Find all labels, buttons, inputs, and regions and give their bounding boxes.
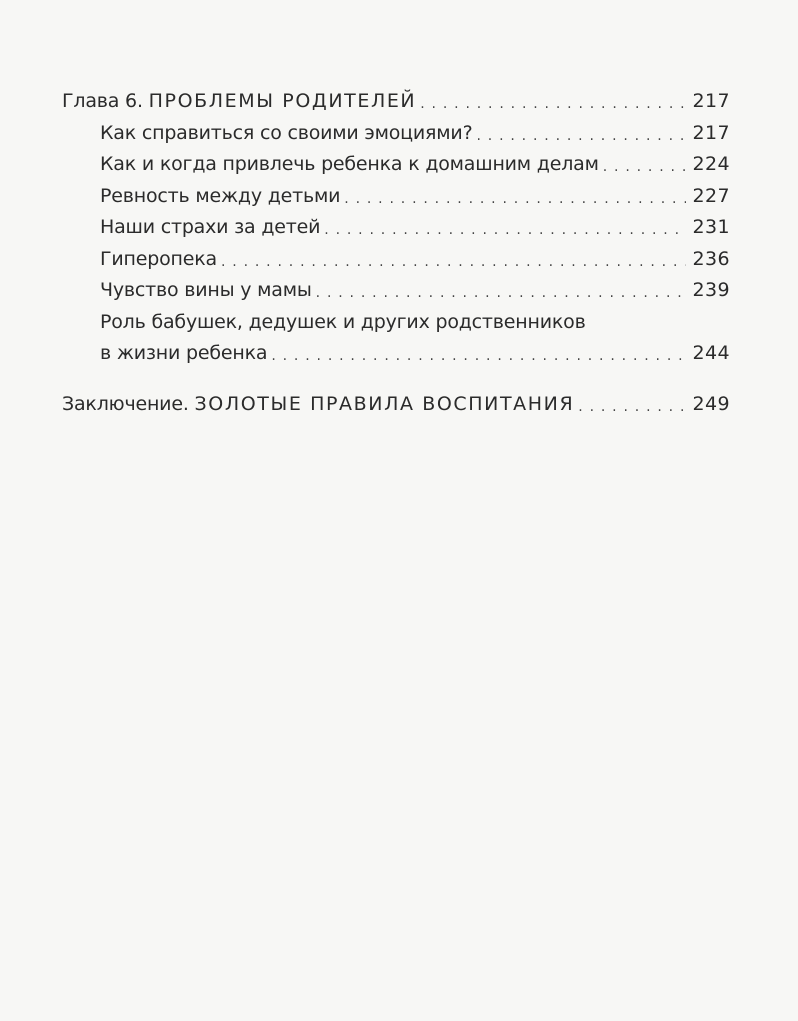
item-title: Чувство вины у мамы	[100, 279, 312, 301]
toc-item-line2	[62, 338, 730, 370]
chapter-prefix: Глава 6.	[62, 90, 143, 112]
page-number: 236	[692, 247, 730, 270]
page-number: 249	[692, 392, 730, 415]
item-title-line2: в жизни ребенка	[100, 342, 268, 364]
page-number: 239	[692, 279, 730, 301]
toc-item	[62, 275, 730, 307]
toc-item	[62, 244, 730, 276]
dot-leader	[221, 245, 686, 267]
item-title: Ревность между детьми	[100, 184, 341, 207]
dot-leader	[316, 276, 686, 298]
item-title: Как справиться со своими эмоциями?	[100, 121, 473, 144]
dot-leader	[344, 182, 686, 204]
page-number: 227	[692, 184, 730, 207]
page-number: 244	[692, 342, 730, 364]
dot-leader	[420, 87, 686, 109]
dot-leader	[603, 150, 686, 172]
conclusion-name: ЗОЛОТЫЕ ПРАВИЛА ВОСПИТАНИЯ	[194, 392, 575, 415]
toc-item	[62, 181, 730, 213]
dot-leader	[578, 390, 686, 412]
conclusion-prefix: Заключение.	[62, 392, 189, 415]
toc-item	[62, 149, 730, 181]
toc-item	[62, 212, 730, 244]
page-number: 231	[692, 216, 730, 238]
page-number: 217	[692, 121, 730, 144]
conclusion-title	[62, 389, 574, 421]
item-title: Наши страхи за детей	[100, 216, 321, 238]
item-title-line1: Роль бабушек, дедушек и других родственников	[100, 310, 586, 333]
item-title: Как и когда привлечь ребенка к домашним делам	[100, 153, 599, 175]
toc-conclusion	[62, 389, 730, 421]
toc-item	[62, 118, 730, 150]
table-of-contents	[62, 86, 730, 420]
dot-leader	[476, 119, 686, 141]
toc-item-line1	[62, 307, 730, 339]
dot-leader	[271, 339, 686, 361]
dot-leader	[324, 213, 686, 235]
toc-chapter-6	[62, 86, 730, 118]
chapter-name: ПРОБЛЕМЫ РОДИТЕЛЕЙ	[148, 90, 417, 112]
page-number: 217	[692, 90, 730, 112]
chapter-title	[62, 86, 416, 118]
item-title: Гиперопека	[100, 247, 217, 270]
page-number: 224	[692, 153, 730, 175]
